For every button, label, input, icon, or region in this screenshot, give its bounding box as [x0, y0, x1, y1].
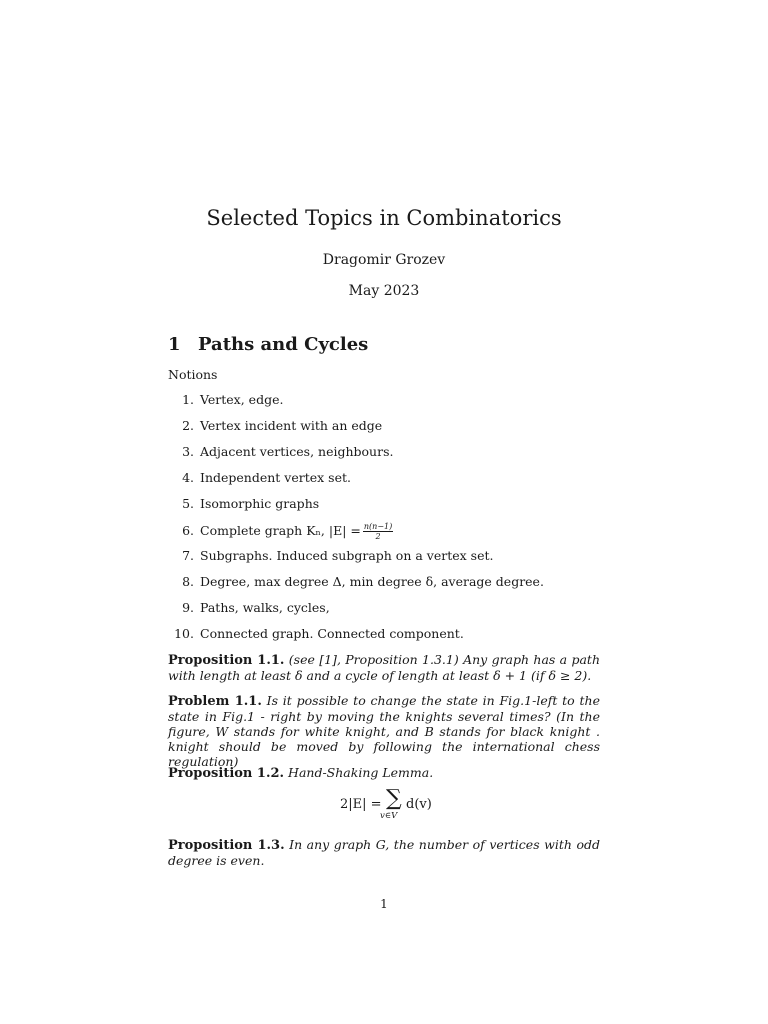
document-date: May 2023 — [348, 283, 420, 299]
section-number: 1 — [168, 334, 181, 355]
list-item: 2. Vertex incident with an edge — [182, 418, 383, 433]
section-heading — [168, 334, 368, 355]
proposition-1-2: Proposition 1.2. Hand-Shaking Lemma. — [168, 765, 434, 781]
section-title: Paths and Cycles — [198, 334, 369, 355]
document-author: Dragomir Grozev — [322, 252, 446, 268]
proposition-1-1: Proposition 1.1. (see [1], Proposition 1.3.1) Any graph has a path with length at least δ and a cycle of length at least δ + 1 (if δ ≥ 2). — [168, 652, 600, 683]
list-item: 10. Connected graph. Connected component. — [174, 626, 464, 641]
notions-label: Notions — [168, 367, 218, 382]
hand-shaking-equation: 2|E| = ∑ v∈V d(v) — [340, 786, 432, 821]
notions-list — [168, 392, 600, 652]
list-item: 8. Degree, max degree Δ, min degree δ, average degree. — [182, 574, 544, 589]
list-item: 9. Paths, walks, cycles, — [182, 600, 330, 615]
list-item: 1. Vertex, edge. — [182, 392, 284, 407]
list-item: 7. Subgraphs. Induced subgraph on a vertex set. — [182, 548, 494, 563]
summation-symbol: ∑ — [386, 786, 402, 811]
list-item: 6. Complete graph Kₙ, |E| = $\frac{n(n-1)}{2}$ — [182, 522, 393, 541]
fraction: $\frac{n(n-1)}{2}$ — [363, 522, 393, 541]
proposition-1-3: Proposition 1.3. In any graph G, the number of vertices with odd degree is even. — [168, 837, 600, 868]
document-title: Selected Topics in Combinatorics — [206, 206, 562, 230]
page-number: 1 — [380, 897, 388, 911]
list-item: 4. Independent vertex set. — [182, 470, 351, 485]
list-item: 3. Adjacent vertices, neighbours. — [182, 444, 394, 459]
problem-1-1: Problem 1.1. Is it possible to change the state in Fig.1-left to the state in Fig.1 - right by moving the knights several times? (In the figure, W stands for white knight, and B stands for black knight . knight should be moved by following the international chess regulation) — [168, 693, 600, 769]
list-item: 5. Isomorphic graphs — [182, 496, 320, 511]
